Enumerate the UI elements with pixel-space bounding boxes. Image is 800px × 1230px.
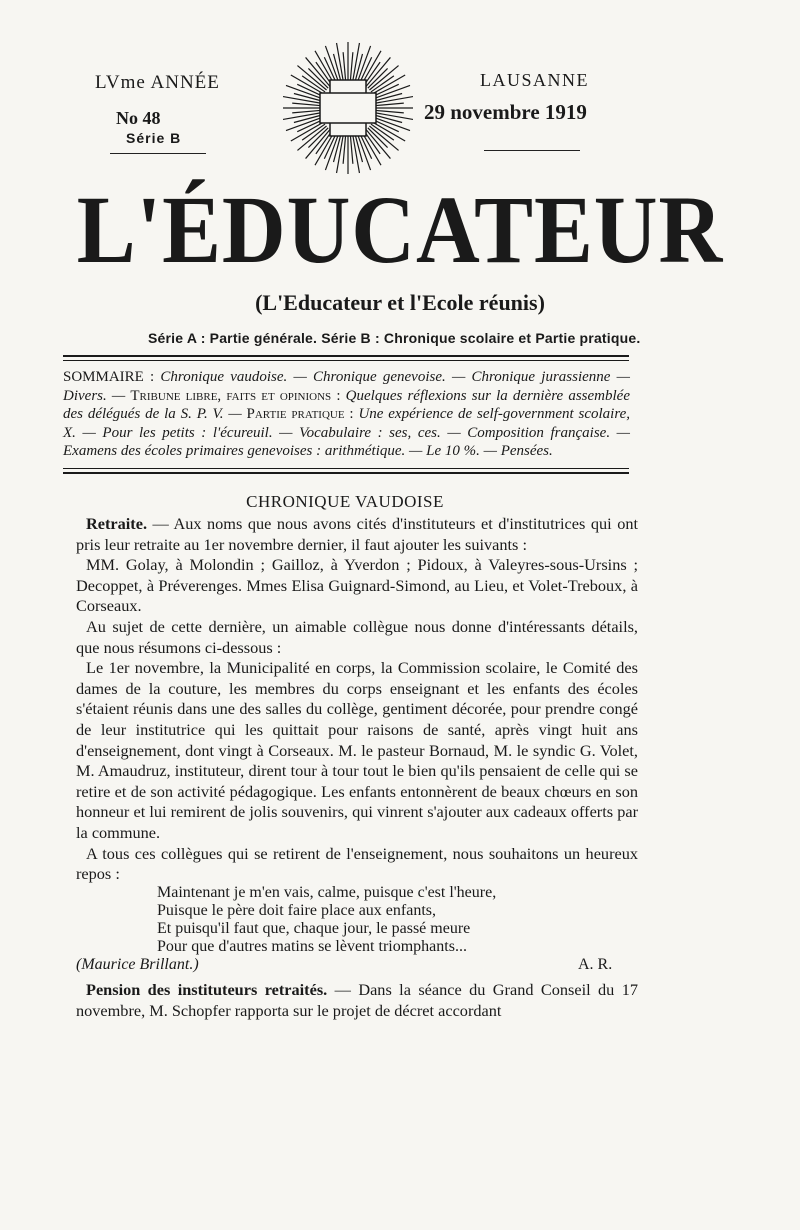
summary-rule-top-2 [63, 360, 629, 361]
summary-rule-bottom-2 [63, 472, 629, 474]
poem-line: Et puisqu'il faut que, chaque jour, le passé meure [157, 920, 471, 937]
masthead-title: L'ÉDUCATEUR [76, 176, 724, 283]
summary-line-2: Quelques réflexions sur la dernière assemblée des délégués de la S. P. V. — [63, 387, 630, 422]
issue-date: 29 novembre 1919 [424, 100, 587, 124]
issue-number: No 48 [116, 108, 161, 128]
pension-text: — Dans la séance du Grand Conseil du 17 novembre, M. Schopfer rapporta sur le projet de décret accordant [76, 980, 638, 1020]
summary-rule-bottom-1 [63, 468, 629, 469]
section-title: CHRONIQUE VAUDOISE [246, 492, 444, 511]
article-para-4: Le 1er novembre, la Municipalité en corps, la Commission scolaire, le Comité des dames de la couture, les membres du corps enseignant et les enfants des écoles s'étaient réunis dans une des salles du collège, gentiment décorée, pour prendre congé de leur institutrice qui les quittait pour raisons de santé, après vingt huit ans d'enseignement, dont vingt à Corseaux. M. le pasteur Bornaud, M. le syndic G. Volet, M. Amaudruz, instituteur, dirent tour à tour tout le bien qu'ils pensaient de celle qui se retire et de son activité pédagogique. Les enfants entonnèrent de beaux chœurs en son honneur et lui remirent de jolis souvenirs, qui vinrent s'ajouter aux cadeaux offerts par la commune. [76, 658, 638, 842]
poem-line: Maintenant je m'en vais, calme, puisque c'est l'heure, [157, 884, 497, 901]
city-label: LAUSANNE [480, 70, 589, 90]
series-label: Série B [126, 130, 182, 146]
summary-tribune: Tribune libre, faits et opinions : [130, 387, 341, 404]
article-heading: Retraite. [86, 514, 148, 533]
series-description: Série A : Partie générale. Série B : Chronique scolaire et Partie pratique. [148, 330, 641, 346]
summary-label: SOMMAIRE : [63, 369, 155, 385]
summary-rule-top-1 [63, 355, 629, 357]
header-rule-right [484, 150, 580, 151]
summary-line-3: Une expérience de self-government scolaire, X. — Pour les petits : l'écureuil. — Vocabulaire : ses, ces. — Composition française. — Examens des écoles primaires genevoises : arithmétique. — Le 10 %. — Pensées. [63, 406, 631, 459]
poem-line: Pour que d'autres matins se lèvent triomphants... [157, 938, 467, 955]
article-signature: A. R. [578, 956, 613, 973]
pension-paragraph [76, 980, 638, 1021]
poem-author: (Maurice Brillant.) [76, 956, 199, 973]
swiss-cross-emblem-icon [283, 38, 413, 183]
pension-heading: Pension des instituteurs retraités. [86, 980, 328, 999]
article-para-2: MM. Golay, à Molondin ; Gailloz, à Yverdon ; Pidoux, à Valeyres-sous-Ursins ; Decoppet, à Préverenges. Mmes Elisa Guignard-Simond, au Lieu, et Volet-Treboux, à Corseaux. [76, 555, 638, 616]
summary-pratique: Partie pratique : [246, 406, 354, 422]
header-rule-left [110, 153, 206, 154]
summary-block [63, 368, 630, 461]
year-label: LVme ANNÉE [95, 72, 220, 93]
article-para-3: Au sujet de cette dernière, un aimable collègue nous donne d'intéressants détails, que nous résumons ci-dessous : [76, 616, 638, 657]
poem [157, 884, 496, 956]
summary-line-1: Chronique vaudoise. — Chronique genevoise. — Chronique jurassienne — Divers. — [63, 369, 630, 404]
poem-line: Puisque le père doit faire place aux enfants, [157, 902, 436, 919]
article-para-1: — Aux noms que nous avons cités d'instituteurs et d'institutrices qui ont pris leur retraite au 1er novembre dernier, il faut ajouter les suivants : [76, 514, 638, 554]
article-para-5: A tous ces collègues qui se retirent de l'enseignement, nous souhaitons un heureux repos : [76, 843, 638, 884]
article-body [76, 514, 638, 885]
masthead-subtitle: (L'Educateur et l'Ecole réunis) [255, 290, 545, 315]
